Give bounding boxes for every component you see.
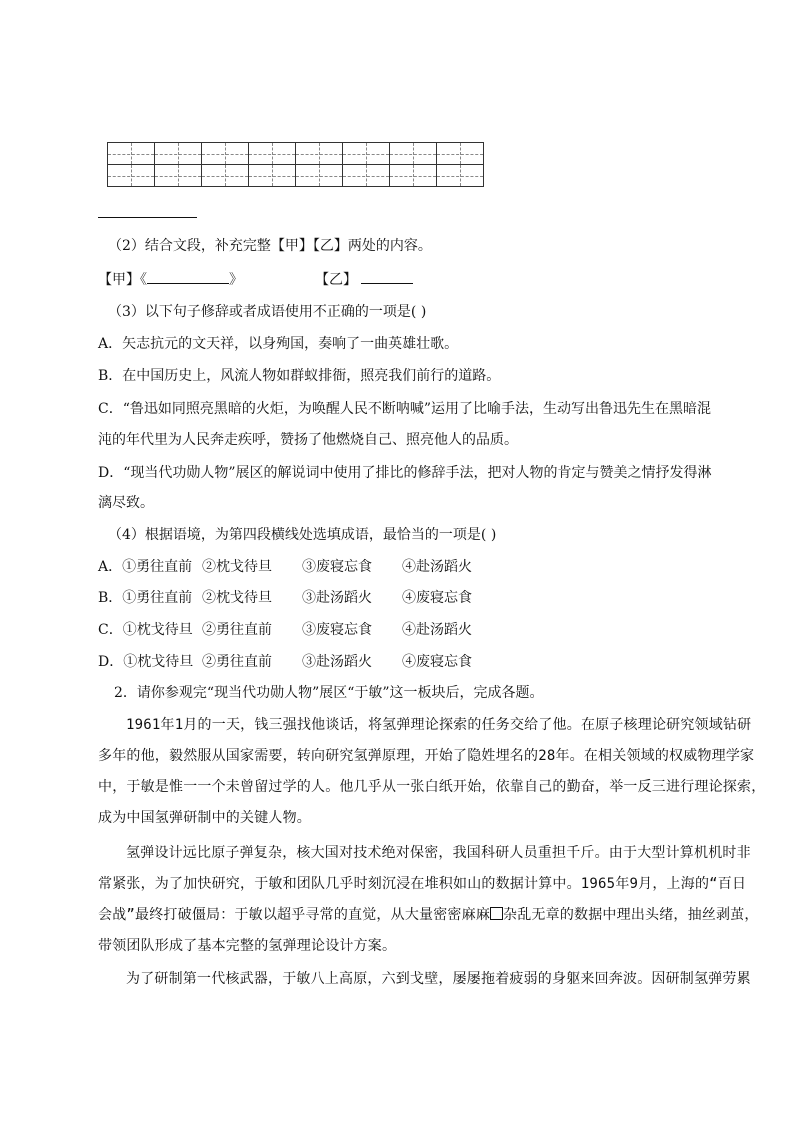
question-2-prompt: 2．请你参观完“现当代功勋人物”展区“于敏”这一板块后，完成各题。: [114, 685, 544, 701]
passage-p1-line4: 成为中国氢弹研制中的关键人物。: [98, 810, 311, 826]
grid-cell: [437, 165, 484, 187]
q4-option-a: [98, 556, 472, 576]
q3-option-b: B．在中国历史上，风流人物如群蚁排衙，照亮我们前行的道路。: [98, 368, 501, 384]
grid-cell: [437, 143, 484, 165]
q4-option-c: [98, 619, 472, 639]
passage-p2-line3-b: 杂乱无章的数据中理出头绪，抽丝剥茧，: [503, 907, 759, 923]
jia-close: 》: [229, 272, 243, 288]
blank-box[interactable]: [490, 907, 503, 920]
yi-blank[interactable]: [361, 269, 413, 284]
passage-p2-line3-a: 会战”最终打破僵局：于敏以超乎寻常的直觉，从大量密密麻麻: [98, 907, 491, 923]
jia-label: 【甲】《: [98, 272, 147, 288]
q4-a-2: ②枕戈待旦: [202, 559, 272, 575]
passage-p1-line1: 1961年1月的一天，钱三强找他谈话，将氢弹理论探索的任务交给了他。在原子核理论研究领域钻研: [126, 717, 752, 733]
grid-cell: [343, 143, 390, 165]
q4-a-4: ④赴汤蹈火: [402, 559, 472, 575]
answer-grid: [107, 142, 484, 187]
passage-p2-line2: 常紧张，为了加快研究，于敏和团队几乎时刻沉浸在堆积如山的数据计算中。1965年9月，上海的“百日: [98, 876, 747, 892]
grid-cell: [343, 165, 390, 187]
q4-option-b: [98, 587, 472, 607]
grid-cell: [202, 165, 249, 187]
q4-c-4: ④赴汤蹈火: [402, 622, 472, 638]
passage-p2-line4: 带领团队形成了基本完整的氢弹理论设计方案。: [98, 938, 397, 954]
passage-p2-line1: 氢弹设计远比原子弹复杂，核大国对技术绝对保密，我国科研人员重担千斤。由于大型计算机机时非: [126, 845, 751, 861]
q3-option-c-line2: 沌的年代里为人民奔走疾呼，赞扬了他燃烧自己、照亮他人的品质。: [98, 432, 518, 448]
grid-cell: [296, 143, 343, 165]
passage-p1-line3: 中，于敏是惟一一个未曾留过学的人。他几乎从一张白纸开始，依靠自己的勤奋，举一反三进行理论探索，: [98, 779, 766, 795]
grid-cell: [108, 143, 155, 165]
grid-cell: [155, 165, 202, 187]
q4-c-2: ②勇往直前: [202, 622, 272, 638]
q4-a-1: A．①勇往直前: [98, 559, 193, 575]
q3-option-d-line2: 漓尽致。: [98, 495, 154, 511]
yi-label: 【乙】: [315, 272, 357, 288]
q4-a-3: ③废寝忘食: [302, 559, 372, 575]
q3-option-d-line1: D．“现当代功勋人物”展区的解说词中使用了排比的修辞手法，把对人物的肯定与赞美之情抒发得淋: [98, 465, 712, 481]
grid-cell: [108, 165, 155, 187]
jia-blank[interactable]: [147, 269, 229, 284]
grid-cell: [249, 143, 296, 165]
q4-c-1: C．①枕戈待旦: [98, 622, 193, 638]
grid-cell: [296, 165, 343, 187]
q3-option-a: A．矢志抗元的文天祥，以身殉国，奏响了一曲英雄壮歌。: [98, 336, 459, 352]
passage-p1-line2: 多年的他，毅然服从国家需要，转向研究氢弹原理，开始了隐姓埋名的28年。在相关领域的权威物理学家: [98, 748, 755, 764]
answer-underline: [98, 217, 197, 218]
grid-cell: [155, 143, 202, 165]
q4-d-2: ②勇往直前: [202, 654, 272, 670]
q2-yi-line: [315, 269, 413, 289]
q4-d-1: D．①枕戈待旦: [98, 654, 194, 670]
grid-cell: [202, 143, 249, 165]
q3-prompt: （3）以下句子修辞或者成语使用不正确的一项是( ): [108, 304, 427, 320]
q3-option-c-line1: C．“鲁迅如同照亮黑暗的火炬，为唤醒人民不断呐喊”运用了比喻手法，生动写出鲁迅先生在黑暗混: [98, 401, 712, 417]
q4-b-1: B．①勇往直前: [98, 590, 193, 606]
grid-cell: [249, 165, 296, 187]
q4-b-4: ④废寝忘食: [402, 590, 472, 606]
q4-b-2: ②枕戈待旦: [202, 590, 272, 606]
passage-p2-line3: [98, 904, 759, 924]
q2-jia-line: [98, 269, 243, 289]
q4-d-4: ④废寝忘食: [402, 654, 472, 670]
q4-option-d: [98, 651, 472, 671]
q4-prompt: （4）根据语境，为第四段横线处选填成语，最恰当的一项是( ): [108, 527, 497, 543]
passage-p3-line1: 为了研制第一代核武器，于敏八上高原，六到戈壁，屡屡拖着疲弱的身躯来回奔波。因研制氢弹劳累: [126, 971, 751, 987]
q4-d-3: ③赴汤蹈火: [302, 654, 372, 670]
q2-prompt: （2）结合文段，补充完整【甲】【乙】两处的内容。: [108, 238, 432, 254]
q4-c-3: ③废寝忘食: [302, 622, 372, 638]
q4-b-3: ③赴汤蹈火: [302, 590, 372, 606]
grid-cell: [390, 165, 437, 187]
grid-cell: [390, 143, 437, 165]
